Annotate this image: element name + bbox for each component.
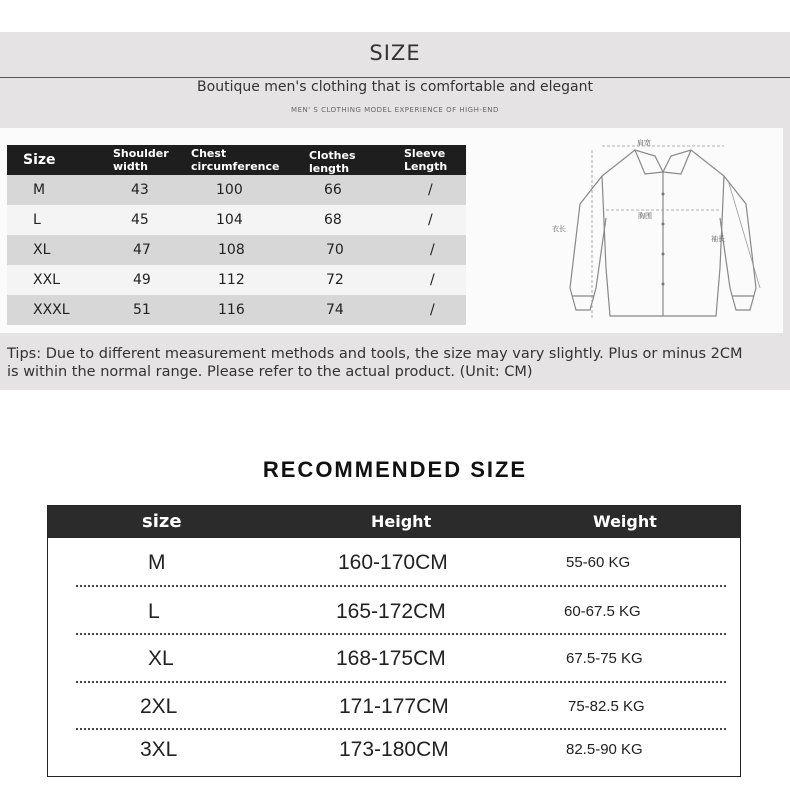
header-clothes-line2: length bbox=[309, 162, 350, 175]
cell-shoulder: 47 bbox=[133, 242, 151, 258]
rec-size: L bbox=[148, 600, 160, 623]
diagram-length-label: 衣长 bbox=[552, 225, 566, 233]
row-divider bbox=[76, 585, 726, 587]
rec-size: 2XL bbox=[140, 695, 178, 718]
rec-height: 165-172CM bbox=[336, 600, 446, 623]
cell-sleeve: / bbox=[430, 242, 435, 258]
tips-line-2: is within the normal range. Please refer to the actual product. (Unit: CM) bbox=[7, 364, 533, 380]
size-table-header bbox=[7, 145, 466, 175]
cell-length: 68 bbox=[324, 212, 342, 228]
cell-shoulder: 45 bbox=[131, 212, 149, 228]
row-divider bbox=[76, 633, 726, 635]
cell-length: 66 bbox=[324, 182, 342, 198]
shirt-measurement-diagram bbox=[540, 138, 780, 328]
cell-chest: 104 bbox=[216, 212, 243, 228]
rec-weight: 75-82.5 KG bbox=[568, 698, 645, 715]
rec-weight: 67.5-75 KG bbox=[566, 650, 643, 667]
rec-size: 3XL bbox=[140, 738, 178, 761]
rec-weight: 82.5-90 KG bbox=[566, 741, 643, 758]
cell-shoulder: 51 bbox=[133, 302, 151, 318]
table-row bbox=[7, 205, 466, 235]
header-sleeve-length bbox=[404, 145, 447, 175]
rec-weight: 60-67.5 KG bbox=[564, 603, 641, 620]
subtitle: Boutique men's clothing that is comfortable and elegant bbox=[197, 79, 593, 95]
tips-line-1: Tips: Due to different measurement methods and tools, the size may vary slightly. Plus or minus 2CM bbox=[7, 346, 743, 362]
cell-length: 70 bbox=[326, 242, 344, 258]
recommended-header bbox=[48, 506, 740, 538]
small-subtitle: MEN' S CLOTHING MODEL EXPERIENCE OF HIGH-END bbox=[291, 106, 499, 114]
cell-size: M bbox=[33, 182, 46, 198]
rec-height: 168-175CM bbox=[336, 647, 446, 670]
header-chest-line1: Chest bbox=[191, 147, 227, 160]
cell-length: 74 bbox=[326, 302, 344, 318]
cell-size: XL bbox=[33, 242, 51, 258]
row-divider bbox=[76, 681, 726, 683]
recommended-size-table bbox=[47, 505, 741, 777]
header-chest-line2: circumference bbox=[191, 160, 280, 173]
header-size: Size bbox=[23, 151, 56, 168]
cell-size: XXXL bbox=[33, 302, 70, 318]
size-table bbox=[7, 145, 466, 325]
table-row bbox=[48, 592, 740, 632]
cell-chest: 108 bbox=[218, 242, 245, 258]
rec-weight: 55-60 KG bbox=[566, 554, 631, 571]
cell-sleeve: / bbox=[428, 212, 433, 228]
header-clothes-length bbox=[309, 145, 356, 175]
rec-height: 171-177CM bbox=[339, 695, 449, 718]
cell-sleeve: / bbox=[430, 302, 435, 318]
shirt-outline-icon bbox=[540, 138, 780, 328]
cell-size: XXL bbox=[33, 272, 60, 288]
header-height: Height bbox=[371, 512, 432, 531]
recommended-title: RECOMMENDED SIZE bbox=[262, 457, 528, 482]
table-row bbox=[48, 687, 740, 727]
cell-chest: 112 bbox=[218, 272, 245, 288]
cell-length: 72 bbox=[326, 272, 344, 288]
header-sleeve-line1: Sleeve bbox=[404, 147, 446, 160]
diagram-shoulder-label: 肩宽 bbox=[637, 139, 651, 147]
cell-chest: 100 bbox=[216, 182, 243, 198]
table-row bbox=[7, 175, 466, 205]
header-shoulder-line2: width bbox=[113, 160, 148, 173]
header-shoulder-line1: Shoulder bbox=[113, 147, 169, 160]
cell-size: L bbox=[33, 212, 41, 228]
rec-height: 160-170CM bbox=[338, 551, 448, 574]
rec-size: M bbox=[148, 551, 166, 574]
cell-shoulder: 43 bbox=[131, 182, 149, 198]
table-row bbox=[48, 639, 740, 679]
header-clothes-line1: Clothes bbox=[309, 149, 356, 162]
rec-height: 173-180CM bbox=[339, 738, 449, 761]
cell-sleeve: / bbox=[430, 272, 435, 288]
cell-shoulder: 49 bbox=[133, 272, 151, 288]
tips-text bbox=[7, 345, 787, 381]
diagram-sleeve-label: 袖长 bbox=[711, 235, 725, 243]
header-shoulder bbox=[113, 145, 169, 175]
header-sleeve-line2: Length bbox=[404, 160, 448, 173]
cell-sleeve: / bbox=[428, 182, 433, 198]
table-row bbox=[48, 730, 740, 770]
table-row bbox=[7, 235, 466, 265]
header-weight: Weight bbox=[593, 512, 657, 531]
rec-size: XL bbox=[148, 647, 174, 670]
diagram-chest-label: 胸围 bbox=[638, 212, 652, 220]
table-row bbox=[7, 295, 466, 325]
page-title: SIZE bbox=[369, 41, 421, 65]
header-chest bbox=[191, 145, 279, 175]
table-row bbox=[48, 543, 740, 583]
header-size: size bbox=[142, 511, 182, 532]
table-row bbox=[7, 265, 466, 295]
cell-chest: 116 bbox=[218, 302, 245, 318]
